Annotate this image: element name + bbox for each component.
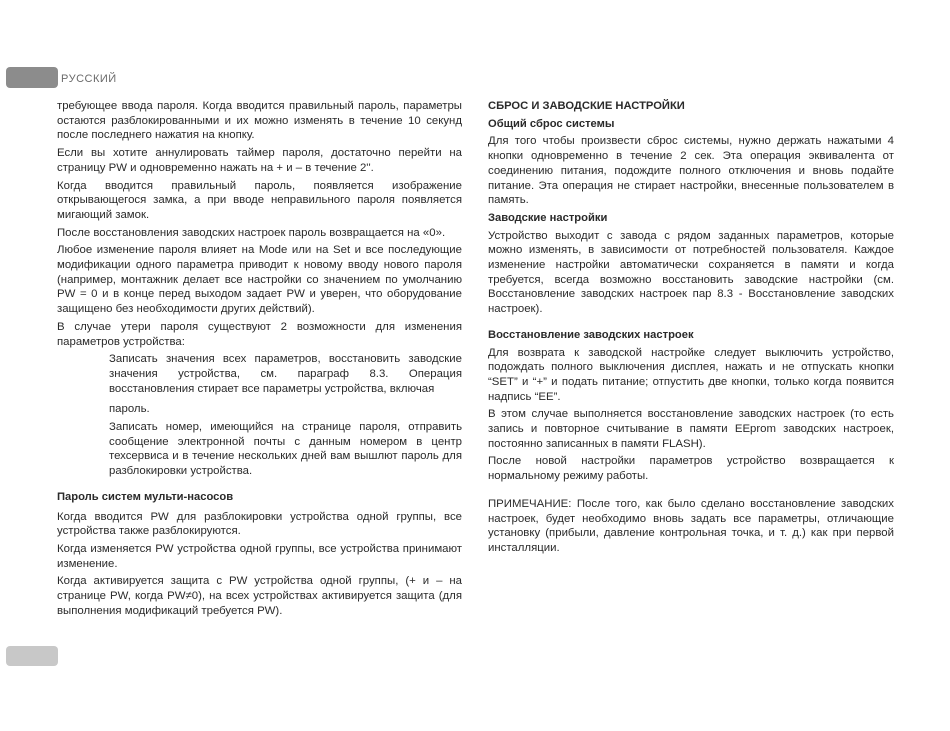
paragraph: Для возврата к заводской настройке следует выключить устройство, подождать полного выключения дисплея, нажать и не отпускать кнопки “SET” и “+” и подать питание; отпустить две кнопки, только когда появится надпись “EE”. (488, 346, 894, 403)
paragraph: После восстановления заводских настроек пароль возвращается на «0». (57, 226, 446, 239)
heading-restore-factory: Восстановление заводских настроек (488, 328, 694, 341)
paragraph: Если вы хотите аннулировать таймер пароля, достаточно перейти на страницу PW и одновременно нажать на + и – в течение 2''. (57, 147, 462, 174)
paragraph: После новой настройки параметров устройство возвращается к нормальному режиму работы. (488, 455, 894, 483)
right-column (488, 99, 894, 559)
paragraph: Когда вводится PW для разблокировки устройства одной группы, все устройства также разблокируются. (57, 510, 462, 538)
page-tab-marker-bottom (6, 646, 58, 666)
language-label: РУССКИЙ (61, 73, 117, 85)
heading-multi-pump-password: Пароль систем мульти-насосов (57, 490, 234, 503)
paragraph: Когда вводится правильный пароль, появляется изображение открывающегося замка, а при вводе неправильного пароля появляется мигающий замок. (57, 179, 462, 221)
option-1-tail: пароль. (109, 403, 150, 416)
paragraph: Устройство выходит с завода с рядом заданных параметров, которые можно изменять, в зависимости от потребностей пользователя. Каждое изменение настройки автоматически сохраняется в памяти и когда требуется, всегда возможно восстановить заводские настройки (см. Восстановление заводских настроек пар 8.3 - Восстановление заводских настроек). (488, 229, 894, 316)
left-column (57, 99, 462, 622)
heading-factory-settings: Заводские настройки (488, 211, 608, 224)
paragraph: Когда активируется защита с PW устройства одной группы, (+ и – на странице PW, когда PW≠0), на всех устройствах активируется защита (для выполнения модификаций требуется PW). (57, 575, 462, 617)
paragraph: Любое изменение пароля влияет на Mode или на Set и все последующие модификации одного параметра приводит к новому вводу нового пароля (например, монтажник делает все настройки со значением по умолчанию PW = 0 и в конце перед выходом задает PW и уверен, что оборудование защищено без необходимости других действий). (57, 244, 462, 316)
note-paragraph: ПРИМЕЧАНИЕ: После того, как было сделано восстановление заводских настроек, будет необходимо вновь задать все параметры, отличающие установку (прибыли, давление контрольная точка, и т. д.) как при первой инсталляции. (488, 497, 894, 554)
paragraph: В случае утери пароля существуют 2 возможности для изменения параметров устройства: (57, 320, 462, 348)
paragraph: требующее ввода пароля. Когда вводится правильный пароль, параметры остаются разблокированными и их можно изменять в течение 10 секунд после последнего нажатия на кнопку. (57, 100, 462, 142)
heading-reset-factory: СБРОС И ЗАВОДСКИЕ НАСТРОЙКИ (488, 100, 685, 112)
heading-general-reset: Общий сброс системы (488, 117, 615, 130)
paragraph: Когда изменяется PW устройства одной группы, все устройства принимают изменение. (57, 542, 462, 570)
paragraph: В этом случае выполняется восстановление заводских настроек (то есть запись и повторное считывание в памяти EEprom заводских настроек, постоянно записанных в памяти FLASH). (488, 408, 894, 450)
paragraph: Для того чтобы произвести сброс системы, нужно держать нажатыми 4 кнопки одновременно в течение 2 сек. Эта операция эквивалента от соединению питания, подождите полного отключения и вновь подайте питание. Эта операция не стирает настройки, внесенные пользователем в память. (488, 135, 894, 207)
option-2-text: Записать номер, имеющийся на странице пароля, отправить сообщение электронной почты с данным номером в центр техсервиса и в течение нескольких дней вам вышлют пароль для разблокировки устройства. (109, 421, 462, 478)
page-tab-marker-top (6, 67, 58, 88)
option-1-text: Записать значения всех параметров, восстановить заводские значения устройства, см. параграф 8.3. Операция восстановления стирает все параметры устройства, включая (109, 353, 462, 395)
